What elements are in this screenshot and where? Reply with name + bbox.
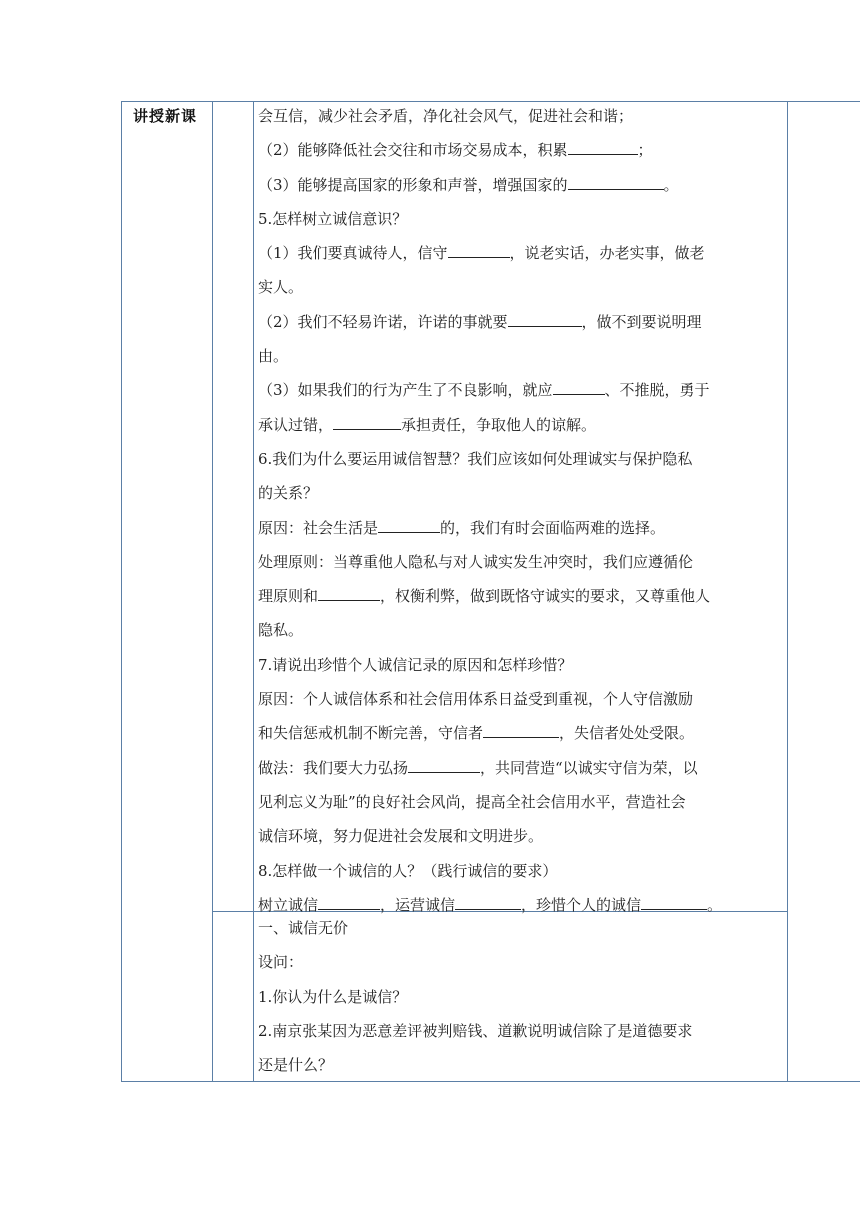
text-line: （1）我们要真诚待人，信守 ，说老实话，办老实事，做老 [258, 236, 782, 270]
text-line: 做法：我们要大力弘扬 ，共同营造“以诚实守信为荣，以 [258, 751, 782, 785]
text-line: （2）能够降低社会交往和市场交易成本，积累 ； [258, 133, 782, 167]
text-line: 设问： [258, 953, 304, 972]
text-line: 隐私。 [258, 621, 304, 640]
text-line: 实人。 [258, 278, 304, 297]
text-line: 树立诚信 ，运营诚信 ，珍惜个人的诚信 。 [258, 888, 782, 922]
lesson-table [121, 101, 860, 1082]
fill-blank [448, 241, 510, 258]
text-line: 承认过错， 承担责任，争取他人的谅解。 [258, 408, 782, 442]
text-line: 见利忘义为耻”的良好社会风尚，提高全社会信用水平，营造社会 [258, 792, 686, 811]
fill-blank [641, 893, 707, 910]
text-line: 由。 [258, 347, 289, 366]
table-divider-2 [253, 101, 254, 1082]
text-line: 还是什么？ [258, 1056, 334, 1075]
fill-blank [483, 722, 559, 739]
text-line: 原因：社会生活是 的，我们有时会面临两难的选择。 [258, 511, 782, 545]
text-line: 理原则和 ，权衡利弊，做到既恪守诚实的要求，又尊重他人 [258, 579, 782, 613]
text-line: 的关系？ [258, 484, 319, 503]
text-line: 和失信惩戒机制不断完善，守信者 ，失信者处处受限。 [258, 716, 782, 750]
fill-blank [553, 379, 605, 396]
text-line: （2）我们不轻易许诺，许诺的事就要 ，做不到要说明理 [258, 305, 782, 339]
text-line: 诚信环境，努力促进社会发展和文明进步。 [258, 827, 544, 846]
text-line: 会互信，减少社会矛盾，净化社会风气，促进社会和谐； [258, 107, 634, 125]
text-line: （3）能够提高国家的形象和声誉，增强国家的 。 [258, 168, 782, 202]
text-line: 8.怎样做一个诚信的人？（践行诚信的要求） [258, 861, 558, 880]
text-line: 2.南京张某因为恶意差评被判赔钱、道歉说明诚信除了是道德要求 [258, 1021, 693, 1040]
table-border-left [121, 101, 122, 1082]
text-line: 处理原则：当尊重他人隐私与对人诚实发生冲突时，我们应遵循伦 [258, 552, 694, 571]
text-line: 1.你认为什么是诚信？ [258, 987, 408, 1006]
table-divider-1 [212, 101, 213, 1082]
fill-blank [333, 413, 401, 430]
text-line: 7.请说出珍惜个人诚信记录的原因和怎样珍惜？ [258, 655, 573, 674]
text-line: 原因：个人诚信体系和社会信用体系日益受到重视，个人守信激励 [258, 690, 694, 709]
upper-content-cell [258, 99, 782, 922]
fill-blank [378, 516, 440, 533]
fill-blank [318, 893, 380, 910]
text-line: （3）如果我们的行为产生了不良影响，就应 、不推脱，勇于 [258, 373, 782, 407]
fill-blank [508, 310, 582, 327]
fill-blank [568, 173, 664, 190]
table-divider-3 [787, 101, 788, 1082]
fill-blank [455, 893, 521, 910]
fill-blank [568, 139, 638, 156]
lower-content-cell [258, 911, 782, 1082]
section-label: 讲授新课 [133, 107, 198, 125]
text-line: 5.怎样树立诚信意识？ [258, 209, 408, 228]
text-line: 一、诚信无价 [258, 919, 349, 937]
text-line: 6.我们为什么要运用诚信智慧？我们应该如何处理诚实与保护隐私 [258, 449, 693, 468]
fill-blank [318, 584, 380, 601]
fill-blank [408, 756, 480, 773]
